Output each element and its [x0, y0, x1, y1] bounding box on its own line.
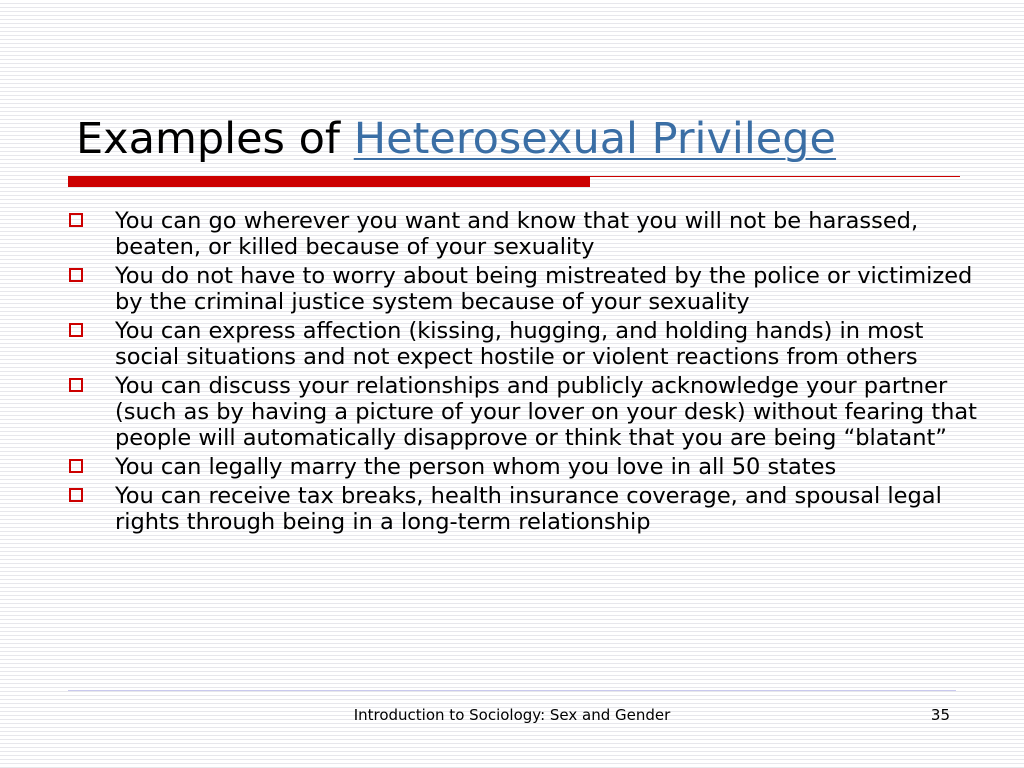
hollow-square-bullet-icon [69, 488, 83, 502]
bullet-item [68, 318, 988, 370]
title-link[interactable]: Heterosexual Privilege [353, 114, 837, 164]
bullet-list [68, 208, 988, 538]
bullet-text: You can express affection (kissing, hugging, and holding hands) in most social situations and not expect hostile or violent reactions from others [115, 318, 924, 370]
bullet-text: You can go wherever you want and know that you will not be harassed, beaten, or killed because of your sexuality [115, 208, 919, 260]
slide-title [76, 108, 836, 170]
bullet-item [68, 208, 988, 260]
footer-divider [68, 690, 956, 691]
bullet-text: You can receive tax breaks, health insurance coverage, and spousal legal rights through being in a long-term relationship [115, 483, 942, 535]
hollow-square-bullet-icon [69, 268, 83, 282]
bullet-item [68, 454, 988, 480]
hollow-square-bullet-icon [69, 213, 83, 227]
bullet-item [68, 373, 988, 451]
title-prefix: Examples of [76, 114, 354, 164]
hollow-square-bullet-icon [69, 378, 83, 392]
footer-caption: Introduction to Sociology: Sex and Gender [353, 706, 671, 724]
page-number: 35 [930, 706, 950, 724]
hollow-square-bullet-icon [69, 459, 83, 473]
bullet-text: You can legally marry the person whom you love in all 50 states [115, 454, 837, 480]
title-accent-bar [68, 176, 590, 187]
bullet-text: You can discuss your relationships and publicly acknowledge your partner (such as by having a picture of your lover on your desk) without fearing that people will automatically disapprove or think that you are being “blatant” [115, 373, 978, 451]
hollow-square-bullet-icon [69, 323, 83, 337]
bullet-item [68, 263, 988, 315]
bullet-item [68, 483, 988, 535]
title-divider-line [590, 176, 960, 177]
bullet-text: You do not have to worry about being mistreated by the police or victimized by the criminal justice system because of your sexuality [115, 263, 973, 315]
